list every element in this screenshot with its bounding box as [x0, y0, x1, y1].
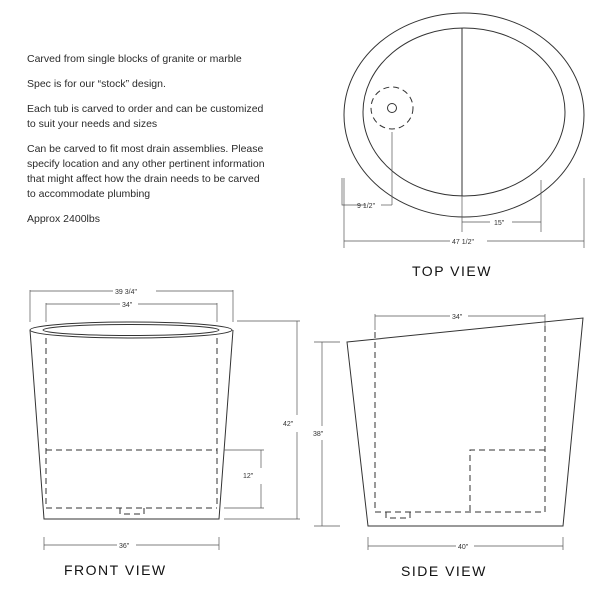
front-view-dim-height: 42" [283, 421, 294, 428]
top-view-dim-15: 15" [494, 220, 505, 227]
side-view-seat-step [470, 450, 545, 512]
note-custom: Each tub is carved to order and can be customized to suit your needs and sizes [27, 103, 264, 130]
side-view-dim-base: 40" [458, 544, 469, 551]
side-view-drain [386, 512, 410, 518]
front-view [30, 289, 300, 578]
front-view-dim-base: 36" [119, 543, 130, 550]
front-view-title: FRONT VIEW [64, 562, 167, 578]
top-view-outer-rim [344, 13, 584, 217]
top-view-drain-outline [371, 87, 413, 129]
front-view-dim-seat: 12" [243, 473, 254, 480]
note-weight: Approx 2400lbs [27, 213, 100, 225]
side-view-dim-height: 38" [313, 431, 324, 438]
side-view-title: SIDE VIEW [401, 563, 487, 579]
note-material: Carved from single blocks of granite or marble [27, 53, 242, 65]
front-view-dim-top-outer: 39 3/4" [115, 289, 137, 296]
top-view-drain-hole [388, 104, 397, 113]
top-view-title: TOP VIEW [412, 263, 492, 279]
front-view-drain [120, 508, 144, 514]
top-view-dim-drain: 9 1/2" [357, 203, 376, 210]
top-view-dim-total: 47 1/2" [452, 239, 474, 246]
note-drain: Can be carved to fit most drain assemblies. Please specify location and any other pertinent information that might affect how the drain needs to be carved to accommodate plumbing [27, 143, 265, 200]
front-view-dim-top-inner: 34" [122, 302, 133, 309]
front-view-body [30, 330, 233, 519]
side-view [313, 314, 583, 579]
note-spec: Spec is for our “stock” design. [27, 78, 166, 90]
side-view-dim-top-inner: 34" [452, 314, 463, 321]
front-view-rim-inner [43, 325, 219, 336]
side-view-body [347, 318, 583, 526]
top-view-dim-drain-line [342, 178, 366, 205]
top-view [342, 13, 584, 279]
